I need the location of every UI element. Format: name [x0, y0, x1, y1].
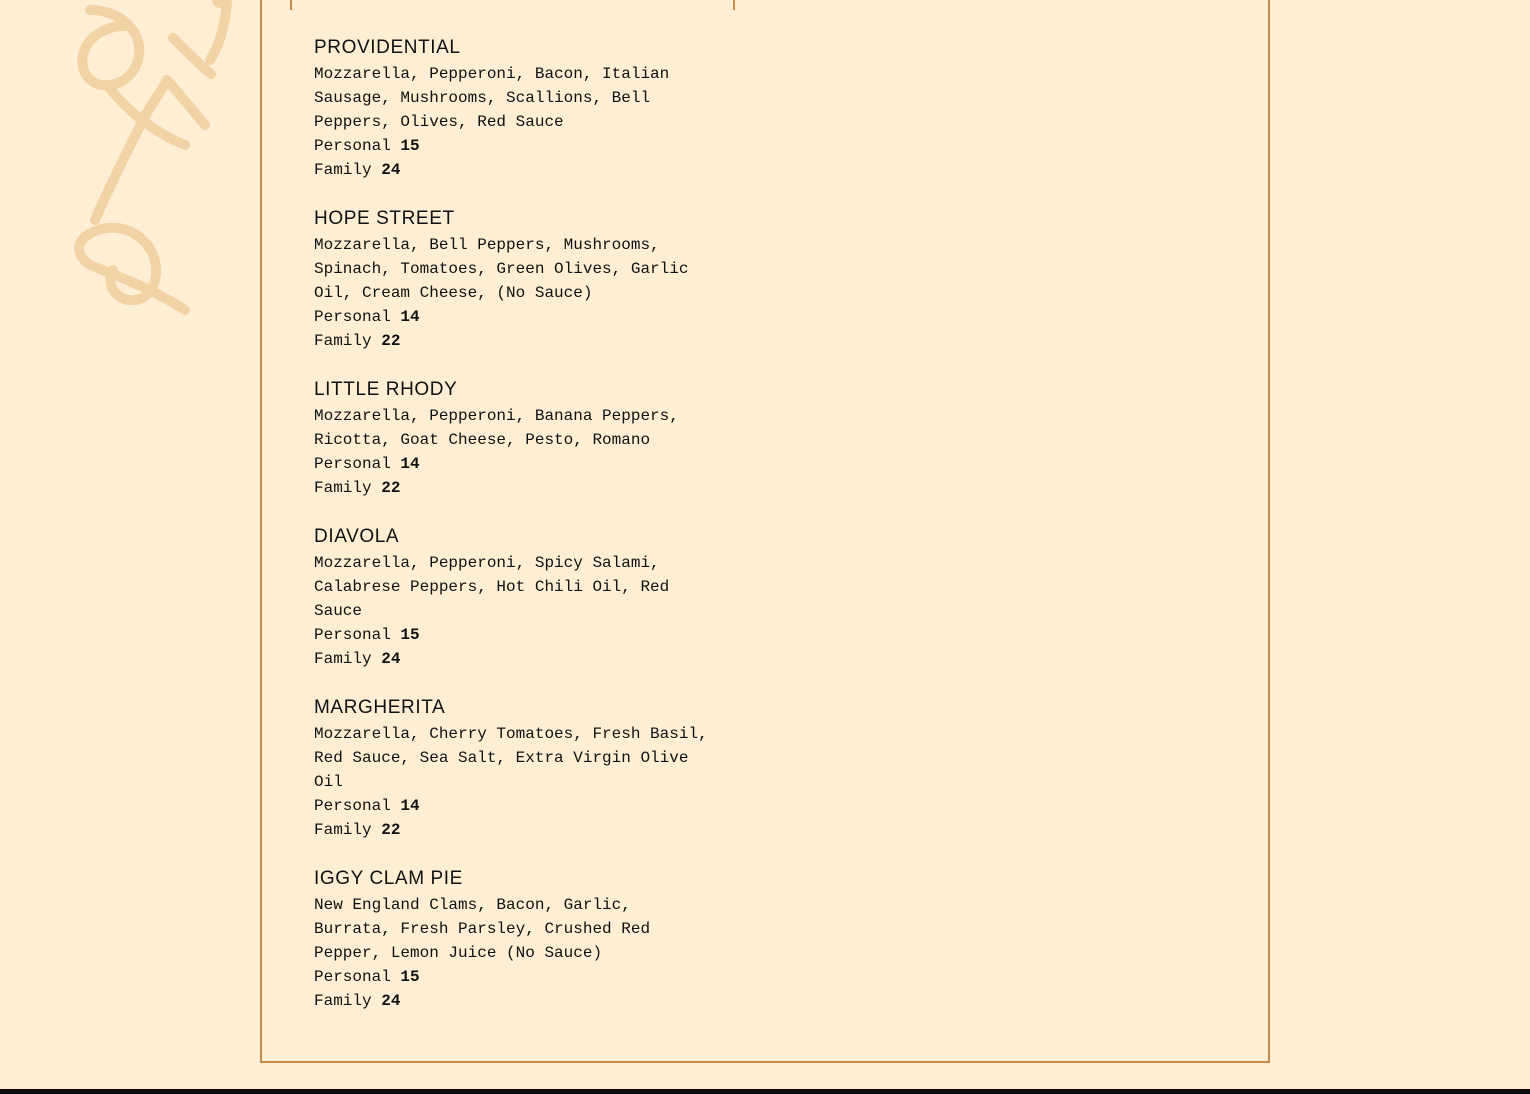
personal-label: Personal — [314, 797, 391, 815]
item-description: Mozzarella, Bell Peppers, Mushrooms, Spinach, Tomatoes, Green Olives, Garlic Oil, Cream Cheese, (No Sauce) — [314, 236, 689, 302]
family-label: Family — [314, 479, 372, 497]
family-price-line — [314, 476, 714, 500]
family-price: 22 — [381, 332, 401, 350]
item-description: Mozzarella, Pepperoni, Spicy Salami, Calabrese Peppers, Hot Chili Oil, Red Sauce — [314, 554, 670, 620]
item-name: PROVIDENTIAL — [314, 37, 461, 58]
personal-price: 14 — [400, 455, 420, 473]
menu-item-iggy-clam-pie — [314, 867, 714, 1013]
family-price-line — [314, 818, 714, 842]
personal-label: Personal — [314, 308, 391, 326]
menu-item-providential — [314, 36, 714, 182]
family-label: Family — [314, 992, 372, 1010]
personal-label: Personal — [314, 455, 391, 473]
personal-price-line — [314, 134, 714, 158]
personal-price: 15 — [400, 968, 420, 986]
family-price: 24 — [381, 650, 401, 668]
item-name: IGGY CLAM PIE — [314, 868, 463, 889]
item-name: MARGHERITA — [314, 697, 446, 718]
item-name: HOPE STREET — [314, 208, 455, 229]
menu-item-hope-street — [314, 207, 714, 353]
family-price-line — [314, 158, 714, 182]
family-price: 22 — [381, 479, 401, 497]
item-description: New England Clams, Bacon, Garlic, Burrata, Fresh Parsley, Crushed Red Pepper, Lemon Juice (No Sauce) — [314, 896, 651, 962]
personal-price-line — [314, 623, 714, 647]
pizza-menu-list — [314, 36, 714, 1038]
personal-price-line — [314, 305, 714, 329]
personal-price-line — [314, 794, 714, 818]
family-price: 22 — [381, 821, 401, 839]
personal-label: Personal — [314, 626, 391, 644]
personal-price-line — [314, 452, 714, 476]
personal-price: 15 — [400, 137, 420, 155]
footer-bar — [0, 1089, 1530, 1094]
family-label: Family — [314, 821, 372, 839]
script-lettering-decoration — [35, 0, 255, 360]
family-label: Family — [314, 650, 372, 668]
menu-item-diavola — [314, 525, 714, 671]
family-price-line — [314, 647, 714, 671]
menu-item-margherita — [314, 696, 714, 842]
personal-price: 15 — [400, 626, 420, 644]
item-description: Mozzarella, Pepperoni, Banana Peppers, Ricotta, Goat Cheese, Pesto, Romano — [314, 407, 679, 449]
personal-label: Personal — [314, 137, 391, 155]
personal-price: 14 — [400, 797, 420, 815]
menu-item-little-rhody — [314, 378, 714, 500]
family-price-line — [314, 329, 714, 353]
family-price: 24 — [381, 161, 401, 179]
personal-price: 14 — [400, 308, 420, 326]
item-description: Mozzarella, Cherry Tomatoes, Fresh Basil, Red Sauce, Sea Salt, Extra Virgin Olive Oil — [314, 725, 708, 791]
item-name: DIAVOLA — [314, 526, 400, 547]
family-label: Family — [314, 161, 372, 179]
personal-price-line — [314, 965, 714, 989]
personal-label: Personal — [314, 968, 391, 986]
frame-tab-right — [733, 0, 735, 10]
item-name: LITTLE RHODY — [314, 379, 458, 400]
frame-tab-left — [290, 0, 292, 10]
family-price-line — [314, 989, 714, 1013]
family-price: 24 — [381, 992, 401, 1010]
item-description: Mozzarella, Pepperoni, Bacon, Italian Sausage, Mushrooms, Scallions, Bell Peppers, Olives, Red Sauce — [314, 65, 670, 131]
family-label: Family — [314, 332, 372, 350]
